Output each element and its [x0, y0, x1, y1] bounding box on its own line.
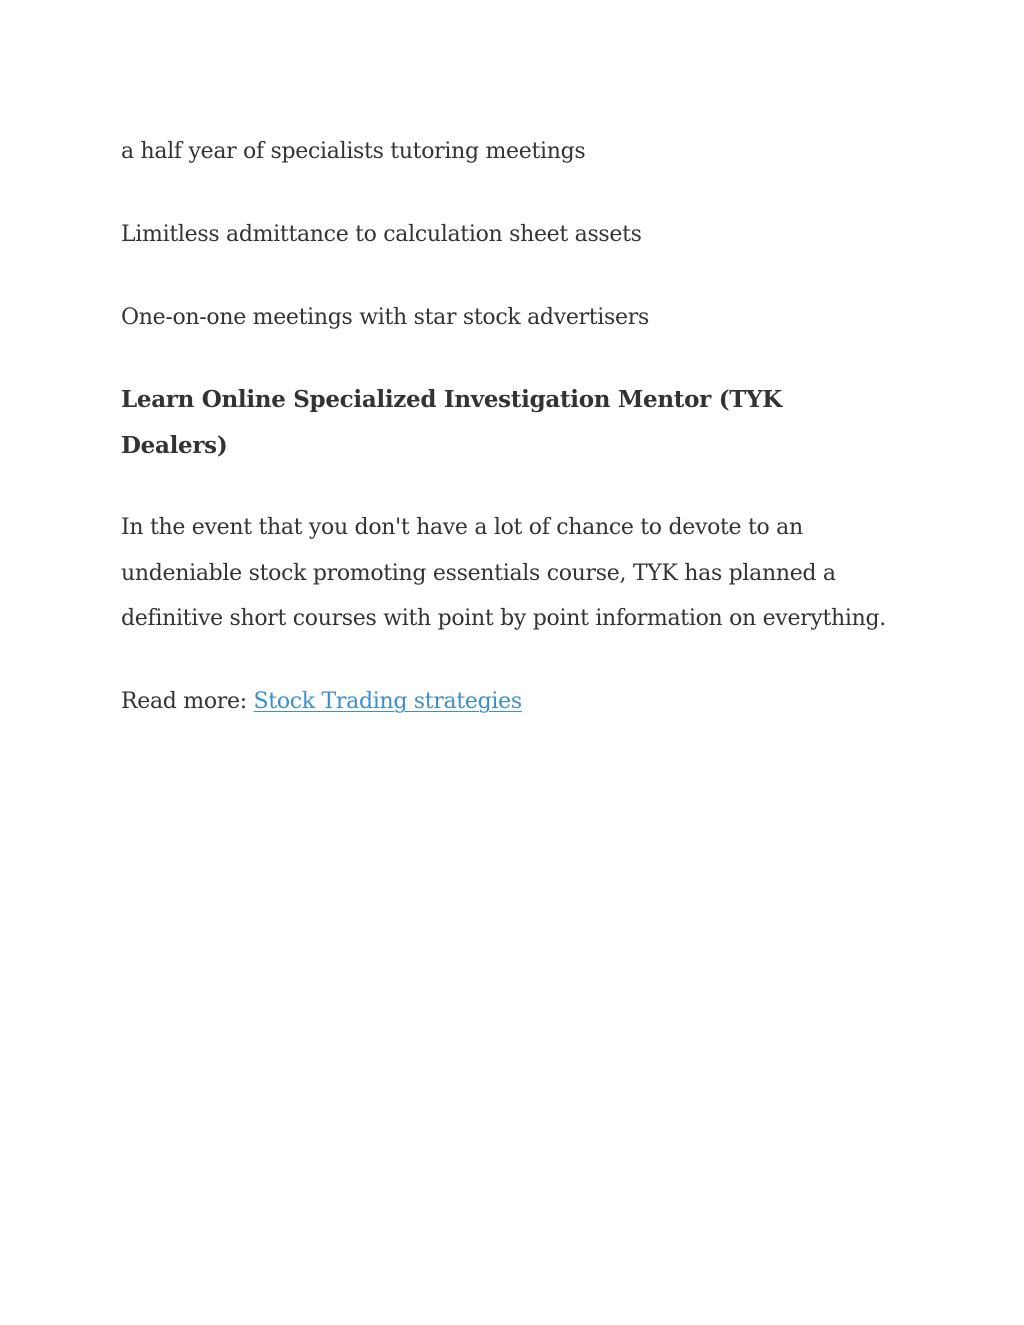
- list-item: a half year of specialists tutoring meetings: [121, 139, 586, 164]
- section-heading-line: Learn Online Specialized Investigation Mentor (TYK: [121, 386, 782, 413]
- section-heading-line: Dealers): [121, 432, 228, 459]
- list-item: Limitless admittance to calculation sheet assets: [121, 222, 642, 247]
- paragraph-line: In the event that you don't have a lot of chance to devote to an: [121, 515, 803, 540]
- read-more-label: Read more:: [121, 689, 254, 714]
- body-paragraph: [121, 505, 886, 642]
- read-more: [121, 679, 522, 725]
- section-heading: [121, 377, 782, 469]
- paragraph-line: undeniable stock promoting essentials course, TYK has planned a: [121, 560, 836, 586]
- stock-trading-strategies-link[interactable]: Stock Trading strategies: [253, 689, 522, 714]
- paragraph-line: definitive short courses with point by point information on everything.: [121, 606, 886, 631]
- list-item: One-on-one meetings with star stock advertisers: [121, 305, 649, 330]
